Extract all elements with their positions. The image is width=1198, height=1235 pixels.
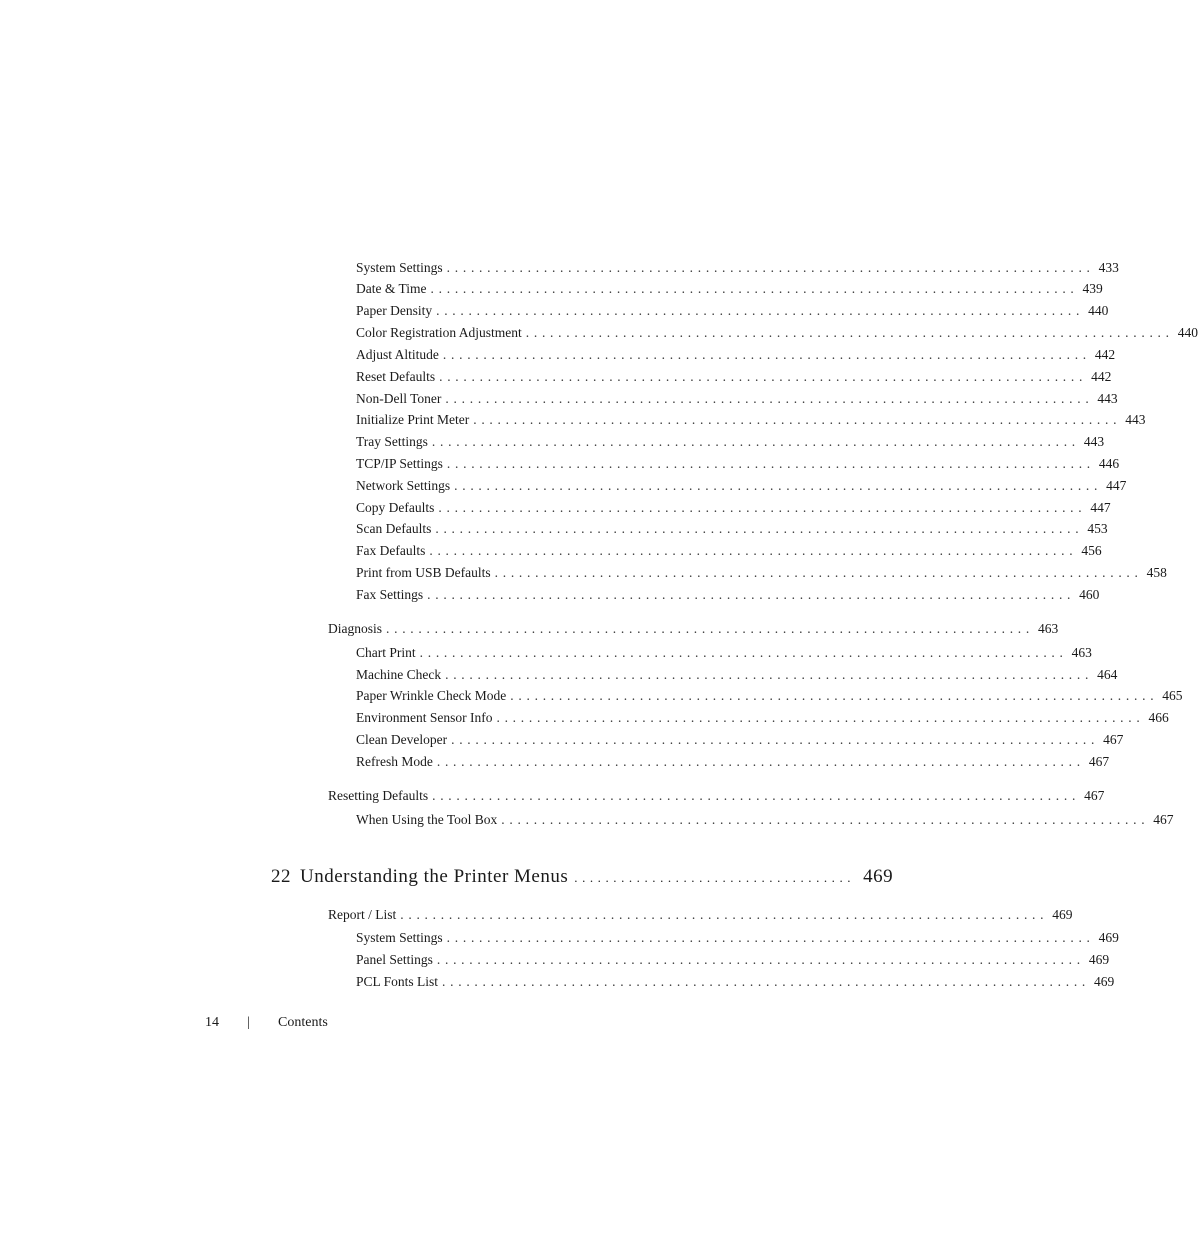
chapter-heading <box>271 866 894 888</box>
toc-subsection-entry <box>356 260 1119 276</box>
toc-subsection-entry <box>356 391 1118 407</box>
dot-leader: ................................................................................ <box>525 325 1174 340</box>
dot-leader: ................................................................................ <box>496 710 1145 725</box>
toc-entry-page: 460 <box>1079 587 1100 602</box>
toc-entry-page: 464 <box>1097 667 1118 682</box>
toc-section-entry <box>328 621 1059 637</box>
toc-entry-page: 443 <box>1125 412 1146 427</box>
dot-leader: ................................................................................ <box>436 952 1085 967</box>
dot-leader: ................................................................................ <box>494 565 1143 580</box>
toc-subsection-entry <box>356 281 1103 297</box>
toc-subsection-entry <box>356 521 1108 537</box>
toc-entry-title: Print from USB Defaults <box>356 565 491 580</box>
toc-entry-page: 469 <box>1098 930 1119 945</box>
toc-subsection-entry <box>356 347 1116 363</box>
toc-entry-page: 465 <box>1162 688 1183 703</box>
dot-leader: ................................................................................ <box>432 788 1081 803</box>
dot-leader: ................................................................................ <box>446 260 1095 275</box>
toc-subsection-entry <box>356 688 1183 704</box>
toc-entry-page: 469 <box>1094 974 1115 989</box>
toc-entry-page: 467 <box>1088 754 1110 769</box>
footer-section: Contents <box>278 1015 328 1030</box>
dot-leader: ................................................................................ <box>451 732 1100 747</box>
toc-entry-page: 440 <box>1177 325 1198 340</box>
toc-subsection-entry <box>356 434 1105 450</box>
dot-leader: ................................................................................ <box>510 688 1159 703</box>
page-number: 14 <box>205 1015 219 1030</box>
toc-subsection-entry <box>356 412 1146 428</box>
toc-entry-title: Clean Developer <box>356 732 448 747</box>
dot-leader: ................................................................................ <box>501 812 1150 827</box>
toc-entry-title: Color Registration Adjustment <box>356 325 522 340</box>
chapter-number: 22 <box>271 866 291 887</box>
dot-leader: ................................................................................ <box>431 434 1080 449</box>
toc-subsection-entry <box>356 754 1110 770</box>
toc-subsection-entry <box>356 952 1110 968</box>
footer-separator: | <box>247 1015 250 1030</box>
toc-entry-title: Diagnosis <box>328 621 382 636</box>
dot-leader: ................................................................................ <box>427 587 1076 602</box>
toc-subsection-entry <box>356 369 1112 385</box>
toc-subsection-entry <box>356 456 1120 472</box>
toc-entry-title: Tray Settings <box>356 434 428 449</box>
toc-entry-title: Initialize Print Meter <box>356 412 470 427</box>
toc-entry-page: 443 <box>1083 434 1105 449</box>
toc-entry-page: 446 <box>1098 456 1120 471</box>
toc-entry-page: 447 <box>1090 500 1111 515</box>
toc-entry-title: Report / List <box>328 907 397 922</box>
toc-entry-page: 463 <box>1071 645 1092 660</box>
toc-entry-page: 467 <box>1084 788 1105 803</box>
toc-entry-title: Fax Defaults <box>356 543 426 558</box>
toc-entry-page: 443 <box>1097 391 1118 406</box>
toc-entry-title: Adjust Altitude <box>356 347 439 362</box>
chapter-title: Understanding the Printer Menus <box>300 866 569 887</box>
dot-leader: ................................................................................ <box>446 456 1095 471</box>
toc-subsection-entry <box>356 667 1118 683</box>
toc-entry-page: 447 <box>1106 478 1127 493</box>
toc-subsection-entry <box>356 645 1092 661</box>
dot-leader: ................................................................................ <box>473 412 1122 427</box>
toc-subsection-entry <box>356 565 1167 581</box>
toc-subsection-entry <box>356 710 1169 726</box>
toc-entry-page: 456 <box>1081 543 1102 558</box>
toc-entry-title: Copy Defaults <box>356 500 435 515</box>
toc-subsection-entry <box>356 587 1100 603</box>
toc-entry-page: 469 <box>1088 952 1110 967</box>
toc-entry-page: 463 <box>1038 621 1059 636</box>
toc-entry-page: 467 <box>1153 812 1174 827</box>
toc-entry-title: Non-Dell Toner <box>356 391 442 406</box>
dot-leader: .................................... <box>574 870 856 885</box>
dot-leader: ................................................................................ <box>429 543 1078 558</box>
dot-leader: ................................................................................ <box>430 281 1079 296</box>
toc-entry-title: Reset Defaults <box>356 369 436 384</box>
toc-entry-page: 458 <box>1146 565 1167 580</box>
dot-leader: ................................................................................ <box>438 500 1087 515</box>
toc-entry-title: TCP/IP Settings <box>356 456 443 471</box>
dot-leader: ................................................................................ <box>446 930 1095 945</box>
toc-entry-title: PCL Fonts List <box>356 974 439 989</box>
toc-entry-title: Chart Print <box>356 645 416 660</box>
toc-entry-page: 442 <box>1091 369 1112 384</box>
toc-entry-title: Paper Density <box>356 303 433 318</box>
toc-subsection-entry <box>356 812 1174 828</box>
toc-entry-page: 433 <box>1098 260 1119 275</box>
toc-entry-page: 442 <box>1094 347 1116 362</box>
toc-section-entry <box>328 788 1105 804</box>
toc-subsection-entry <box>356 974 1115 990</box>
dot-leader: ................................................................................ <box>400 907 1049 922</box>
toc-entry-title: Environment Sensor Info <box>356 710 493 725</box>
toc-entry-page: 466 <box>1148 710 1169 725</box>
dot-leader: ................................................................................ <box>445 391 1094 406</box>
dot-leader: ................................................................................ <box>442 974 1091 989</box>
toc-entry-title: System Settings <box>356 930 443 945</box>
toc-entry-title: Scan Defaults <box>356 521 432 536</box>
toc-entry-title: Refresh Mode <box>356 754 433 769</box>
toc-section-entry <box>328 907 1073 923</box>
toc-entry-title: Network Settings <box>356 478 451 493</box>
toc-entry-title: When Using the Tool Box <box>356 812 498 827</box>
dot-leader: ................................................................................ <box>419 645 1068 660</box>
dot-leader: ................................................................................ <box>436 303 1085 318</box>
toc-entry-title: Date & Time <box>356 281 427 296</box>
toc-entry-title: Fax Settings <box>356 587 424 602</box>
chapter-page: 469 <box>863 866 894 887</box>
toc-entry-title: Panel Settings <box>356 952 433 967</box>
toc-entry-page: 453 <box>1087 521 1108 536</box>
toc-subsection-entry <box>356 500 1111 516</box>
toc-entry-page: 440 <box>1088 303 1109 318</box>
toc-entry-page: 439 <box>1082 281 1103 296</box>
dot-leader: ................................................................................ <box>454 478 1103 493</box>
dot-leader: ................................................................................ <box>386 621 1034 636</box>
toc-subsection-entry <box>356 478 1127 494</box>
toc-entry-title: System Settings <box>356 260 443 275</box>
toc-entry-page: 467 <box>1103 732 1124 747</box>
toc-subsection-entry <box>356 303 1109 319</box>
dot-leader: ................................................................................ <box>445 667 1094 682</box>
toc-subsection-entry <box>356 325 1198 341</box>
toc-entry-page: 469 <box>1052 907 1073 922</box>
toc-entry-title: Machine Check <box>356 667 442 682</box>
dot-leader: ................................................................................ <box>436 754 1085 769</box>
toc-subsection-entry <box>356 930 1119 946</box>
toc-subsection-entry <box>356 732 1124 748</box>
toc-entry-title: Resetting Defaults <box>328 788 429 803</box>
dot-leader: ................................................................................ <box>439 369 1088 384</box>
toc-subsection-entry <box>356 543 1102 559</box>
dot-leader: ................................................................................ <box>442 347 1091 362</box>
toc-entry-title: Paper Wrinkle Check Mode <box>356 688 507 703</box>
dot-leader: ................................................................................ <box>435 521 1084 536</box>
